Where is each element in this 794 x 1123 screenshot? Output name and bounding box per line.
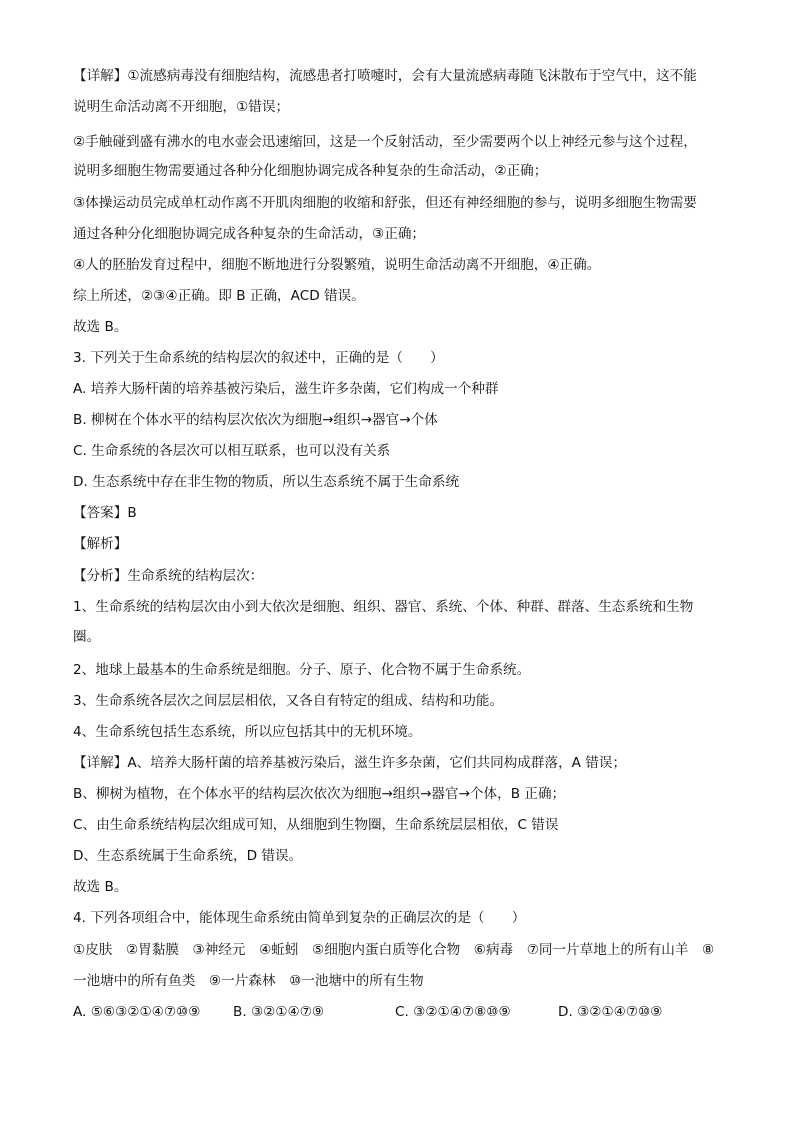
text-line: 故选 B。 [73, 879, 128, 895]
analysis-label: 【解析】 [73, 536, 128, 552]
text-line: B、柳树为植物，在个体水平的结构层次依次为细胞→组织→器官→个体，B 正确； [73, 786, 566, 802]
text-line: ①皮肤 ②胃黏膜 ③神经元 ④蚯蚓 ⑤细胞内蛋白质等化合物 ⑥病毒 ⑦同一片草地上的所有山羊 ⑧ [73, 942, 715, 958]
answer-label: 【答案】B [73, 505, 137, 521]
text-line: 通过各种分化细胞协调完成各种复杂的生命活动，③正确； [73, 226, 426, 242]
text-line: C、由生命系统结构层次组成可知，从细胞到生物圈，生命系统层层相依，C 错误 [73, 817, 559, 833]
question-3-option-b: B. 柳树在个体水平的结构层次依次为细胞→组织→器官→个体 [73, 412, 438, 428]
text-line: 【分析】生命系统的结构层次： [73, 568, 264, 584]
text-line: 一池塘中的所有鱼类 ⑨一片森林 ⑩一池塘中的所有生物 [73, 973, 424, 989]
question-3-stem: 3. 下列关于生命系统的结构层次的叙述中，正确的是（ ） [73, 350, 444, 366]
text-line: D、生态系统属于生命系统，D 错误。 [73, 848, 303, 864]
text-line: 故选 B。 [73, 319, 128, 335]
question-3-option-c: C. 生命系统的各层次可以相互联系，也可以没有关系 [73, 443, 391, 459]
text-line: ②手触碰到盛有沸水的电水壶会迅速缩回，这是一个反射活动，至少需要两个以上神经元参与这个过程， [73, 134, 697, 150]
question-3-option-d: D. 生态系统中存在非生物的物质，所以生态系统不属于生命系统 [73, 474, 460, 490]
text-line: 1、生命系统的结构层次由小到大依次是细胞、组织、器官、系统、个体、种群、群落、生态系统和生物 [73, 599, 694, 615]
text-line: 圈。 [73, 629, 101, 645]
text-line: 4、生命系统包括生态系统，所以应包括其中的无机环境。 [73, 724, 422, 740]
question-4-stem: 4. 下列各项组合中，能体现生命系统由简单到复杂的正确层次的是（ ） [73, 910, 526, 926]
question-4-option-a: A. ⑤⑥③②①④⑦⑩⑨ [73, 1004, 201, 1020]
text-line: 综上所述，②③④正确。即 B 正确，ACD 错误。 [73, 288, 365, 304]
question-4-option-c: C. ③②①④⑦⑧⑩⑨ [395, 1004, 511, 1020]
text-line: 2、地球上最基本的生命系统是细胞。分子、原子、化合物不属于生命系统。 [73, 662, 531, 678]
text-line: 【详解】A、培养大肠杆菌的培养基被污染后，滋生许多杂菌，它们共同构成群落，A 错误； [73, 755, 627, 771]
text-line: ④人的胚胎发育过程中，细胞不断地进行分裂繁殖，说明生命活动离不开细胞，④正确。 [73, 257, 601, 273]
question-3-option-a: A. 培养大肠杆菌的培养基被污染后，滋生许多杂菌，它们构成一个种群 [73, 381, 499, 397]
text-line: 说明多细胞生物需要通过各种分化细胞协调完成各种复杂的生命活动，②正确； [73, 163, 548, 179]
question-4-option-d: D. ③②①④⑦⑩⑨ [558, 1004, 663, 1020]
question-4-options [73, 1002, 733, 1022]
text-line: 3、生命系统各层次之间层层相依，又各自有特定的组成、结构和功能。 [73, 693, 504, 709]
text-line: 说明生命活动离不开细胞，①错误； [73, 99, 290, 115]
text-line: 【详解】①流感病毒没有细胞结构，流感患者打喷嚏时，会有大量流感病毒随飞沫散布于空气中，这不能 [73, 68, 697, 84]
question-4-option-b: B. ③②①④⑦⑨ [233, 1004, 325, 1020]
text-line: ③体操运动员完成单杠动作离不开肌肉细胞的收缩和舒张，但还有神经细胞的参与，说明多细胞生物需要 [73, 195, 697, 211]
